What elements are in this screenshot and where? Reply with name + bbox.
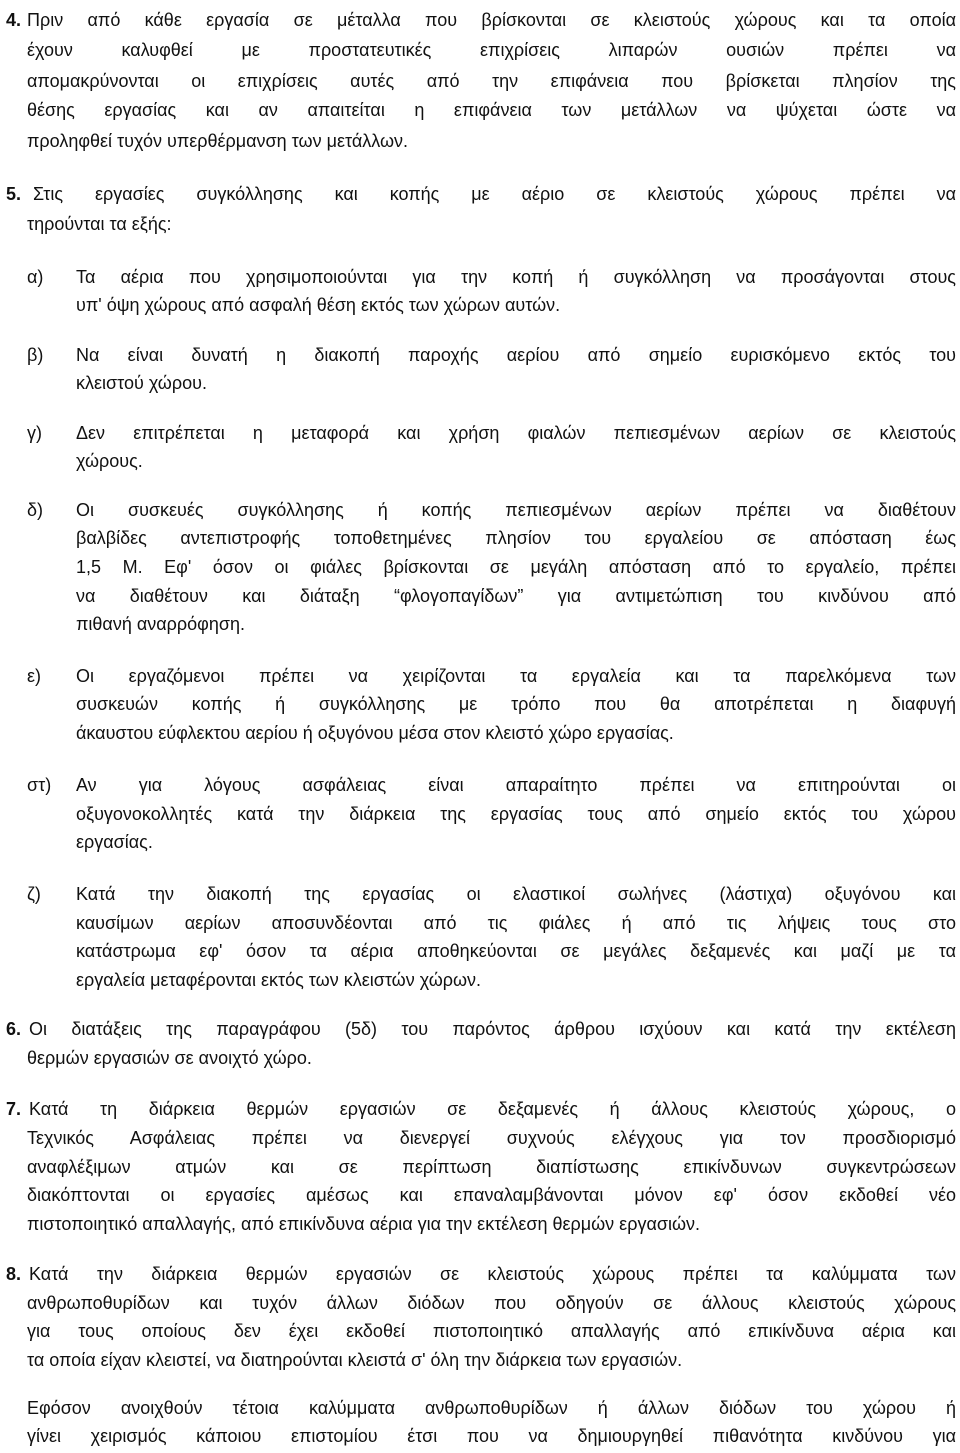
subitem-label: δ) bbox=[27, 499, 44, 520]
text-line: Οι διατάξεις της παραγράφου (5δ) του παρόντος άρθρου ισχύουν και κατά την εκτέλεση bbox=[29, 1019, 956, 1040]
paragraph-number: 5. bbox=[6, 184, 22, 205]
text-line: Να είναι δυνατή η διακοπή παροχής αερίου από σημείο ευρισκόμενο εκτός του bbox=[76, 345, 956, 366]
text-line: τηρούνται τα εξής: bbox=[27, 213, 172, 234]
text-line: Στις εργασίες συγκόλλησης και κοπής με αέριο σε κλειστούς χώρους πρέπει να bbox=[33, 184, 956, 205]
text-line: αναφλέξιμων ατμών και σε περίπτωση διαπίστωσης επικίνδυνων συγκεντρώσεων bbox=[27, 1156, 956, 1177]
text-line: Δεν επιτρέπεται η μεταφορά και χρήση φιαλών πεπιεσμένων αερίων σε κλειστούς bbox=[76, 423, 956, 444]
text-line: καυσίμων αερίων αποσυνδέονται από τις φιάλες ή από τις λήψεις τους στο bbox=[76, 912, 956, 933]
text-line: χώρους. bbox=[76, 451, 143, 472]
subitem-label: α) bbox=[27, 267, 44, 288]
paragraph-number: 4. bbox=[6, 9, 22, 30]
text-line: βαλβίδες αντεπιστροφής τοποθετημένες πλησίον του εργαλείου σε απόσταση έως bbox=[76, 528, 956, 549]
text-line: Οι εργαζόμενοι πρέπει να χειρίζονται τα εργαλεία και τα παρελκόμενα των bbox=[76, 665, 956, 686]
text-line: Πριν από κάθε εργασία σε μέταλλα που βρίσκονται σε κλειστούς χώρους και τα οποία bbox=[27, 9, 956, 30]
text-line: Κατά τη διάρκεια θερμών εργασιών σε δεξαμενές ή άλλους κλειστούς χώρους, ο bbox=[29, 1099, 956, 1120]
text-line: Τεχνικός Ασφάλειας πρέπει να διενεργεί συχνούς ελέγχους για τον προσδιορισμό bbox=[27, 1127, 956, 1148]
text-line: Τα αέρια που χρησιμοποιούνται για την κοπή ή συγκόλληση να προσάγονται στους bbox=[76, 267, 956, 288]
paragraph-number: 7. bbox=[6, 1099, 22, 1120]
paragraph-number: 8. bbox=[6, 1264, 22, 1285]
text-line: ανθρωποθυρίδων και τυχόν άλλων διόδων που οδηγούν σε άλλους κλειστούς χώρους bbox=[27, 1292, 956, 1313]
subitem-label: β) bbox=[27, 345, 44, 366]
text-line: οξυγονοκολλητές κατά την διάρκεια της εργασίας τους από σημείο εκτός του χώρου bbox=[76, 803, 956, 824]
subitem-label: γ) bbox=[27, 423, 42, 444]
text-line: Κατά την διακοπή της εργασίας οι ελαστικοί σωλήνες (λάστιχα) οξυγόνου και bbox=[76, 883, 956, 904]
text-line: Κατά την διάρκεια θερμών εργασιών σε κλειστούς χώρους πρέπει τα καλύμματα των bbox=[29, 1264, 956, 1285]
text-line: εργαλεία μεταφέρονται εκτός των κλειστών χώρων. bbox=[76, 969, 482, 990]
text-line: θέσης εργασίας και αν απαιτείται η επιφάνεια των μετάλλων να ψύχεται ώστε να bbox=[27, 100, 956, 121]
text-line: έχουν καλυφθεί με προστατευτικές επιχρίσεις λιπαρών ουσιών πρέπει να bbox=[27, 40, 956, 61]
text-line: πιθανή αναρρόφηση. bbox=[76, 614, 245, 635]
text-line: διακόπτονται οι εργασίες αμέσως και επαναλαμβάνονται μόνον εφ' όσον εκδοθεί νέο bbox=[27, 1185, 956, 1206]
text-line: απομακρύνονται οι επιχρίσεις αυτές από την επιφάνεια που βρίσκεται πλησίον της bbox=[27, 70, 956, 91]
text-line: Αν για λόγους ασφάλειας είναι απαραίτητο πρέπει να επιτηρούνται οι bbox=[76, 775, 956, 796]
text-line: Εφόσον ανοιχθούν τέτοια καλύμματα ανθρωποθυρίδων ή άλλων διόδων του χώρου ή bbox=[27, 1397, 956, 1418]
text-line: γίνει χειρισμός κάποιου επιστομίου έτσι που να δημιουργηθεί πιθανότητα κινδύνου για bbox=[27, 1426, 956, 1447]
text-line: εργασίας. bbox=[76, 832, 153, 853]
text-line: κατάστρωμα εφ' όσον τα αέρια αποθηκεύονται σε μεγάλες δεξαμενές και μαζί με τα bbox=[76, 941, 956, 962]
text-line: τα οποία είχαν κλειστεί, να διατηρούνται κλειστά σ' όλη την διάρκεια των εργασιών. bbox=[27, 1350, 683, 1370]
text-line: κλειστού χώρου. bbox=[76, 372, 207, 393]
text-line: Οι συσκευές συγκόλλησης ή κοπής πεπιεσμένων αερίων πρέπει να διαθέτουν bbox=[76, 499, 956, 520]
subitem-label: ε) bbox=[27, 665, 42, 686]
text-line: προληφθεί τυχόν υπερθέρμανση των μετάλλων. bbox=[27, 130, 409, 151]
text-line: 1,5 Μ. Εφ' όσον οι φιάλες βρίσκονται σε μεγάλη απόσταση από το εργαλείο, πρέπει bbox=[76, 556, 956, 577]
text-line: θερμών εργασιών σε ανοιχτό χώρο. bbox=[27, 1047, 312, 1068]
text-line: υπ' όψη χώρους από ασφαλή θέση εκτός των χώρων αυτών. bbox=[76, 294, 561, 315]
subitem-label: στ) bbox=[27, 775, 52, 796]
text-line: να διαθέτουν και διάταξη “φλογοπαγίδων” για αντιμετώπιση του κινδύνου από bbox=[76, 585, 956, 606]
text-line: συσκευών κοπής ή συγκόλλησης με τρόπο που θα αποτρέπεται η διαφυγή bbox=[76, 694, 956, 715]
text-line: για τους οποίους δεν έχει εκδοθεί πιστοποιητικό απαλλαγής από επικίνδυνα αέρια και bbox=[27, 1321, 956, 1342]
text-line: πιστοποιητικό απαλλαγής, από επικίνδυνα αέρια για την εκτέλεση θερμών εργασιών. bbox=[27, 1213, 701, 1234]
paragraph-number: 6. bbox=[6, 1019, 22, 1040]
text-line: άκαυστου εύφλεκτου αερίου ή οξυγόνου μέσα στον κλειστό χώρο εργασίας. bbox=[76, 722, 674, 743]
subitem-label: ζ) bbox=[27, 883, 41, 904]
